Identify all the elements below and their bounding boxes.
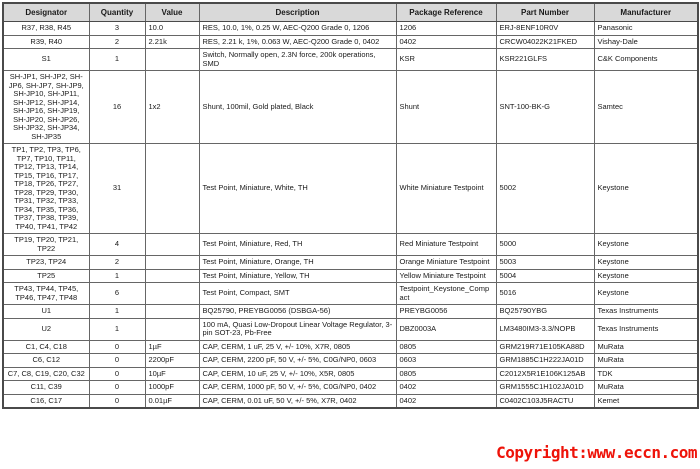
cell-manufacturer: Texas Instruments	[594, 318, 698, 340]
cell-value: 1000pF	[145, 381, 199, 395]
cell-package: PREYBG0056	[396, 305, 496, 319]
table-row	[3, 394, 698, 408]
cell-quantity: 2	[89, 35, 145, 49]
cell-package: 0603	[396, 354, 496, 368]
cell-description: Test Point, Miniature, Yellow, TH	[199, 269, 396, 283]
table-row	[3, 234, 698, 256]
cell-value: 10.0	[145, 22, 199, 36]
cell-designator: R39, R40	[3, 35, 89, 49]
cell-designator: U2	[3, 318, 89, 340]
cell-description: Shunt, 100mil, Gold plated, Black	[199, 71, 396, 144]
cell-part-number: KSR221GLFS	[496, 49, 594, 71]
cell-description: RES, 2.21 k, 1%, 0.063 W, AEC-Q200 Grade 0, 0402	[199, 35, 396, 49]
cell-package: Orange Miniature Testpoint	[396, 256, 496, 270]
cell-manufacturer: Keystone	[594, 144, 698, 234]
cell-value	[145, 283, 199, 305]
cell-package: KSR	[396, 49, 496, 71]
cell-package: Red Miniature Testpoint	[396, 234, 496, 256]
cell-package: 0402	[396, 394, 496, 408]
cell-part-number: GRM1555C1H102JA01D	[496, 381, 594, 395]
cell-part-number: 5003	[496, 256, 594, 270]
cell-part-number: 5002	[496, 144, 594, 234]
cell-designator: U1	[3, 305, 89, 319]
cell-quantity: 0	[89, 367, 145, 381]
table-row	[3, 269, 698, 283]
header-manufacturer: Manufacturer	[594, 3, 698, 22]
cell-package: 0805	[396, 367, 496, 381]
header-quantity: Quantity	[89, 3, 145, 22]
table-row	[3, 22, 698, 36]
table-row	[3, 256, 698, 270]
cell-description: Test Point, Compact, SMT	[199, 283, 396, 305]
cell-part-number: GRM1885C1H222JA01D	[496, 354, 594, 368]
cell-value: 1x2	[145, 71, 199, 144]
cell-manufacturer: MuRata	[594, 381, 698, 395]
cell-quantity: 0	[89, 340, 145, 354]
table-row	[3, 35, 698, 49]
cell-quantity: 1	[89, 269, 145, 283]
cell-quantity: 6	[89, 283, 145, 305]
cell-package: White Miniature Testpoint	[396, 144, 496, 234]
cell-quantity: 1	[89, 318, 145, 340]
cell-designator: C1, C4, C18	[3, 340, 89, 354]
cell-manufacturer: Keystone	[594, 256, 698, 270]
cell-value	[145, 269, 199, 283]
cell-quantity: 16	[89, 71, 145, 144]
cell-package: Yellow Miniature Testpoint	[396, 269, 496, 283]
cell-part-number: 5004	[496, 269, 594, 283]
cell-description: Test Point, Miniature, White, TH	[199, 144, 396, 234]
cell-designator: C6, C12	[3, 354, 89, 368]
cell-value	[145, 256, 199, 270]
cell-part-number: GRM219R71E105KA88D	[496, 340, 594, 354]
cell-value	[145, 144, 199, 234]
cell-designator: TP19, TP20, TP21, TP22	[3, 234, 89, 256]
cell-part-number: ERJ-8ENF10R0V	[496, 22, 594, 36]
cell-manufacturer: TDK	[594, 367, 698, 381]
cell-part-number: C0402C103J5RACTU	[496, 394, 594, 408]
cell-part-number: BQ25790YBG	[496, 305, 594, 319]
cell-manufacturer: Keystone	[594, 283, 698, 305]
cell-quantity: 4	[89, 234, 145, 256]
table-row	[3, 367, 698, 381]
cell-part-number: 5016	[496, 283, 594, 305]
cell-package: 1206	[396, 22, 496, 36]
table-row	[3, 71, 698, 144]
cell-quantity: 0	[89, 394, 145, 408]
bom-table-body	[3, 22, 698, 409]
cell-part-number: SNT-100-BK-G	[496, 71, 594, 144]
cell-value	[145, 234, 199, 256]
cell-designator: C16, C17	[3, 394, 89, 408]
cell-description: CAP, CERM, 10 uF, 25 V, +/- 10%, X5R, 0805	[199, 367, 396, 381]
cell-manufacturer: Panasonic	[594, 22, 698, 36]
cell-designator: SH-JP1, SH-JP2, SH-JP6, SH-JP7, SH-JP9, SH-JP10, SH-JP11, SH-JP12, SH-JP14, SH-JP16, SH-JP19, SH-JP20, SH-JP26, SH-JP32, SH-JP34, SH-JP35	[3, 71, 89, 144]
header-description: Description	[199, 3, 396, 22]
cell-package: Shunt	[396, 71, 496, 144]
cell-value	[145, 305, 199, 319]
cell-manufacturer: Vishay-Dale	[594, 35, 698, 49]
header-value: Value	[145, 3, 199, 22]
cell-value	[145, 49, 199, 71]
cell-designator: C11, C39	[3, 381, 89, 395]
cell-manufacturer: C&K Components	[594, 49, 698, 71]
cell-quantity: 0	[89, 381, 145, 395]
table-row	[3, 144, 698, 234]
cell-quantity: 31	[89, 144, 145, 234]
table-row	[3, 305, 698, 319]
table-row	[3, 381, 698, 395]
cell-part-number: 5000	[496, 234, 594, 256]
cell-description: Test Point, Miniature, Red, TH	[199, 234, 396, 256]
cell-quantity: 0	[89, 354, 145, 368]
cell-description: CAP, CERM, 1000 pF, 50 V, +/- 5%, C0G/NP0, 0402	[199, 381, 396, 395]
table-row	[3, 354, 698, 368]
table-row	[3, 283, 698, 305]
cell-quantity: 3	[89, 22, 145, 36]
cell-manufacturer: Kemet	[594, 394, 698, 408]
header-designator: Designator	[3, 3, 89, 22]
cell-description: RES, 10.0, 1%, 0.25 W, AEC-Q200 Grade 0, 1206	[199, 22, 396, 36]
bom-table	[2, 2, 699, 409]
cell-value: 2200pF	[145, 354, 199, 368]
header-part-number: Part Number	[496, 3, 594, 22]
cell-description: BQ25790, PREYBG0056 (DSBGA-56)	[199, 305, 396, 319]
cell-designator: R37, R38, R45	[3, 22, 89, 36]
cell-package: 0402	[396, 381, 496, 395]
header-package-reference: Package Reference	[396, 3, 496, 22]
cell-manufacturer: MuRata	[594, 340, 698, 354]
cell-description: Test Point, Miniature, Orange, TH	[199, 256, 396, 270]
watermark-text: Copyright:www.eccn.com	[496, 443, 697, 462]
cell-description: CAP, CERM, 0.01 uF, 50 V, +/- 5%, X7R, 0402	[199, 394, 396, 408]
cell-manufacturer: Texas Instruments	[594, 305, 698, 319]
header-row	[3, 3, 698, 22]
cell-description: CAP, CERM, 2200 pF, 50 V, +/- 5%, C0G/NP0, 0603	[199, 354, 396, 368]
cell-value: 1µF	[145, 340, 199, 354]
cell-manufacturer: Samtec	[594, 71, 698, 144]
cell-quantity: 2	[89, 256, 145, 270]
cell-manufacturer: MuRata	[594, 354, 698, 368]
cell-value: 2.21k	[145, 35, 199, 49]
cell-manufacturer: Keystone	[594, 234, 698, 256]
cell-description: Switch, Normally open, 2.3N force, 200k operations, SMD	[199, 49, 396, 71]
cell-manufacturer: Keystone	[594, 269, 698, 283]
cell-designator: TP43, TP44, TP45, TP46, TP47, TP48	[3, 283, 89, 305]
cell-value: 10µF	[145, 367, 199, 381]
cell-designator: C7, C8, C19, C20, C32	[3, 367, 89, 381]
cell-value	[145, 318, 199, 340]
cell-designator: TP25	[3, 269, 89, 283]
cell-package: 0402	[396, 35, 496, 49]
cell-quantity: 1	[89, 305, 145, 319]
cell-package: Testpoint_Keystone_Compact	[396, 283, 496, 305]
cell-description: 100 mA, Quasi Low-Dropout Linear Voltage Regulator, 3-pin SOT-23, Pb-Free	[199, 318, 396, 340]
cell-part-number: LM3480IM3-3.3/NOPB	[496, 318, 594, 340]
cell-designator: TP1, TP2, TP3, TP6, TP7, TP10, TP11, TP12, TP13, TP14, TP15, TP16, TP17, TP18, TP26, TP27, TP28, TP29, TP30, TP31, TP32, TP33, TP34, TP35, TP36, TP37, TP38, TP39, TP40, TP41, TP42	[3, 144, 89, 234]
cell-package: DBZ0003A	[396, 318, 496, 340]
cell-part-number: C2012X5R1E106K125AB	[496, 367, 594, 381]
cell-designator: TP23, TP24	[3, 256, 89, 270]
cell-designator: S1	[3, 49, 89, 71]
cell-value: 0.01µF	[145, 394, 199, 408]
cell-description: CAP, CERM, 1 uF, 25 V, +/- 10%, X7R, 0805	[199, 340, 396, 354]
cell-quantity: 1	[89, 49, 145, 71]
table-row	[3, 340, 698, 354]
cell-part-number: CRCW04022K21FKED	[496, 35, 594, 49]
table-row	[3, 318, 698, 340]
table-row	[3, 49, 698, 71]
cell-package: 0805	[396, 340, 496, 354]
